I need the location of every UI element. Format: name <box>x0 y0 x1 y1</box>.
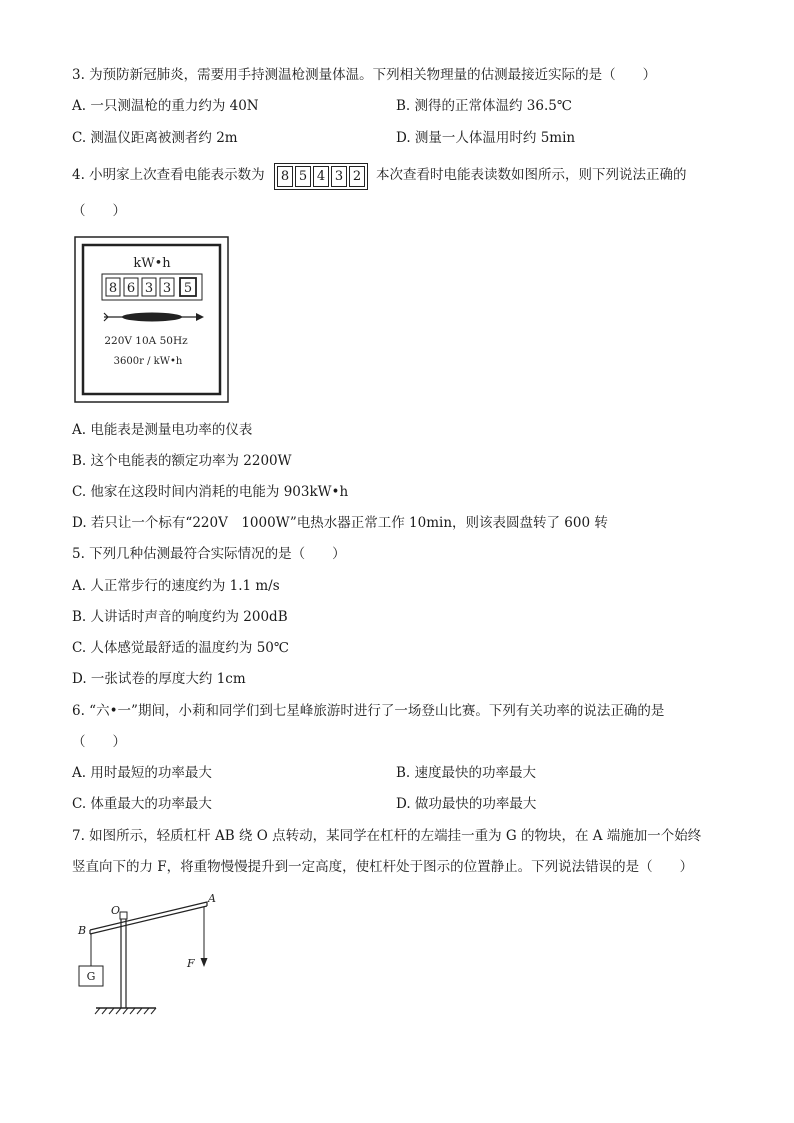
meter-spec-rating: 220V 10A 50Hz <box>104 335 188 347</box>
q6-option-a: A. 用时最短的功率最大 <box>72 765 212 781</box>
q5-option-a: A. 人正常步行的速度约为 1.1 m/s <box>72 578 280 594</box>
q7-stem-line1: 7. 如图所示，轻质杠杆 AB 绕 O 点转动，某同学在杠杆的左端挂一重为 G 的物块，在 A 端施加一个始终 <box>72 828 702 844</box>
q3-option-c: C. 测温仪距离被测者约 2m <box>72 130 238 146</box>
q5-option-b: B. 人讲话时声音的响度约为 200dB <box>72 609 288 625</box>
meter-disc <box>122 313 182 322</box>
q7-stem-line2: 竖直向下的力 F，将重物慢慢提升到一定高度，使杠杆处于图示的位置静止。下列说法错误的是（ ） <box>72 859 694 875</box>
electricity-meter-figure <box>74 236 230 404</box>
label-f: F <box>187 957 195 970</box>
meter-digit: 8 <box>108 281 118 296</box>
q5-option-d: D. 一张试卷的厚度大约 1cm <box>72 671 246 687</box>
q4-previous-reading <box>274 163 368 190</box>
prev-digit: 5 <box>295 166 311 187</box>
q4-option-a: A. 电能表是测量电功率的仪表 <box>72 422 253 438</box>
prev-digit: 3 <box>331 166 347 187</box>
q3-option-b: B. 测得的正常体温约 36.5℃ <box>396 98 572 114</box>
q4-option-c: C. 他家在这段时间内消耗的电能为 903kW•h <box>72 484 349 500</box>
q4-option-b: B. 这个电能表的额定功率为 2200W <box>72 453 292 469</box>
label-o: O <box>111 904 121 917</box>
pivot-o <box>120 912 127 919</box>
q4-paren: （ ） <box>72 203 126 219</box>
meter-digit: 3 <box>144 281 154 296</box>
q6-paren: （ ） <box>72 734 126 750</box>
ground-hatch <box>95 1008 156 1014</box>
lever-bar-upper <box>90 902 207 930</box>
q6-stem: 6. “六•一”期间，小莉和同学们到七星峰旅游时进行了一场登山比赛。下列有关功率的说法正确的是 <box>72 703 665 719</box>
meter-digit: 6 <box>126 281 136 296</box>
q4-stem-post: 本次查看时电能表读数如图所示，则下列说法正确的 <box>376 167 687 183</box>
q5-stem: 5. 下列几种估测最符合实际情况的是（ ） <box>72 546 346 562</box>
q3-stem: 3. 为预防新冠肺炎，需要用手持测温枪测量体温。下列相关物理量的估测最接近实际的是（ ） <box>72 67 657 83</box>
meter-digit-decimal: 5 <box>183 281 193 296</box>
q5-option-c: C. 人体感觉最舒适的温度约为 50℃ <box>72 640 290 656</box>
prev-digit: 4 <box>313 166 329 187</box>
prev-digit-decimal: 2 <box>349 166 365 187</box>
q4-stem-pre: 4. 小明家上次查看电能表示数为 <box>72 167 265 183</box>
q3-option-d: D. 测量一人体温用时约 5min <box>396 130 576 146</box>
label-a: A <box>208 892 216 905</box>
label-g: G <box>86 970 96 983</box>
q6-option-d: D. 做功最快的功率最大 <box>396 796 537 812</box>
meter-digit: 3 <box>162 281 172 296</box>
lever-bar-lower <box>90 906 207 934</box>
prev-digit: 8 <box>277 166 293 187</box>
lever-figure <box>70 890 230 1020</box>
q6-option-c: C. 体重最大的功率最大 <box>72 796 212 812</box>
q4-option-d: D. 若只让一个标有“220V 1000W”电热水器正常工作 10min，则该表圆盘转了 600 转 <box>72 515 608 531</box>
force-arrow-head <box>201 958 208 967</box>
q6-option-b: B. 速度最快的功率最大 <box>396 765 537 781</box>
label-b: B <box>78 924 87 937</box>
q3-option-a: A. 一只测温枪的重力约为 40N <box>72 98 259 114</box>
meter-spec-revolutions: 3600r / kW•h <box>113 356 183 367</box>
meter-unit: kW•h <box>133 256 171 271</box>
